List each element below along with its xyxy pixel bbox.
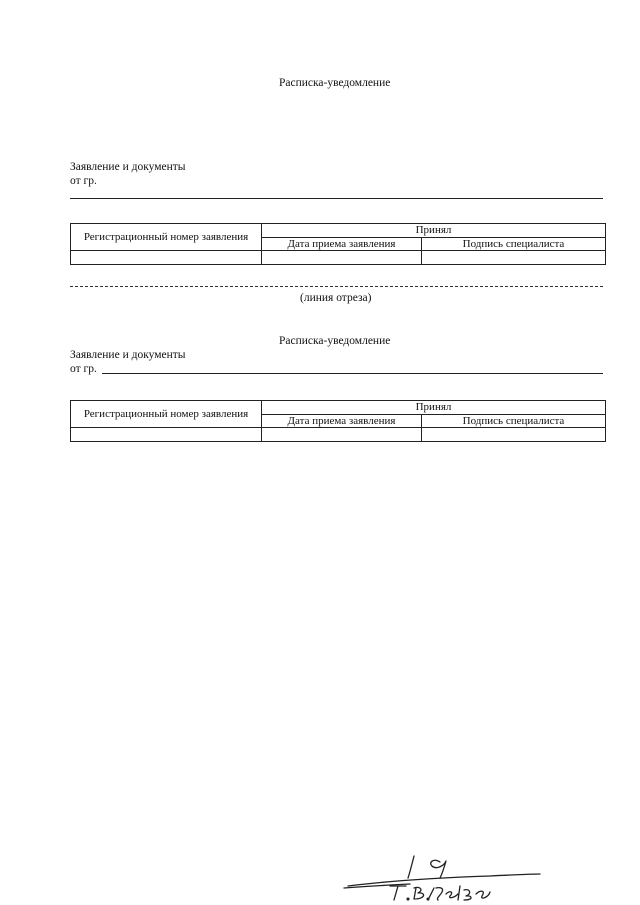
cut-line — [70, 286, 603, 287]
reg-number-cell — [71, 251, 262, 265]
from-label-top: от гр. — [70, 175, 97, 187]
accepted-header: Принял — [262, 401, 606, 415]
statement-label-top: Заявление и документы — [70, 161, 186, 173]
from-label-bottom: от гр. — [70, 363, 97, 375]
applicant-line-top — [70, 198, 603, 199]
reg-number-cell — [71, 428, 262, 442]
receipt-table-top — [70, 223, 606, 265]
signature-cell — [422, 251, 606, 265]
date-header: Дата приема заявления — [262, 415, 422, 428]
applicant-line-bottom — [102, 373, 603, 374]
signature-header: Подпись специалиста — [422, 238, 606, 251]
reg-number-header: Регистрационный номер заявления — [71, 224, 262, 251]
statement-label-bottom: Заявление и документы — [70, 349, 186, 361]
receipt-table-bottom — [70, 400, 606, 442]
signature-cell — [422, 428, 606, 442]
date-header: Дата приема заявления — [262, 238, 422, 251]
receipt-title-top: Расписка-уведомление — [279, 77, 391, 89]
date-cell — [262, 251, 422, 265]
handwritten-signature — [340, 852, 550, 904]
accepted-header: Принял — [262, 224, 606, 238]
cut-line-label: (линия отреза) — [300, 292, 372, 304]
reg-number-header: Регистрационный номер заявления — [71, 401, 262, 428]
receipt-title-bottom: Расписка-уведомление — [279, 335, 391, 347]
date-cell — [262, 428, 422, 442]
signature-header: Подпись специалиста — [422, 415, 606, 428]
